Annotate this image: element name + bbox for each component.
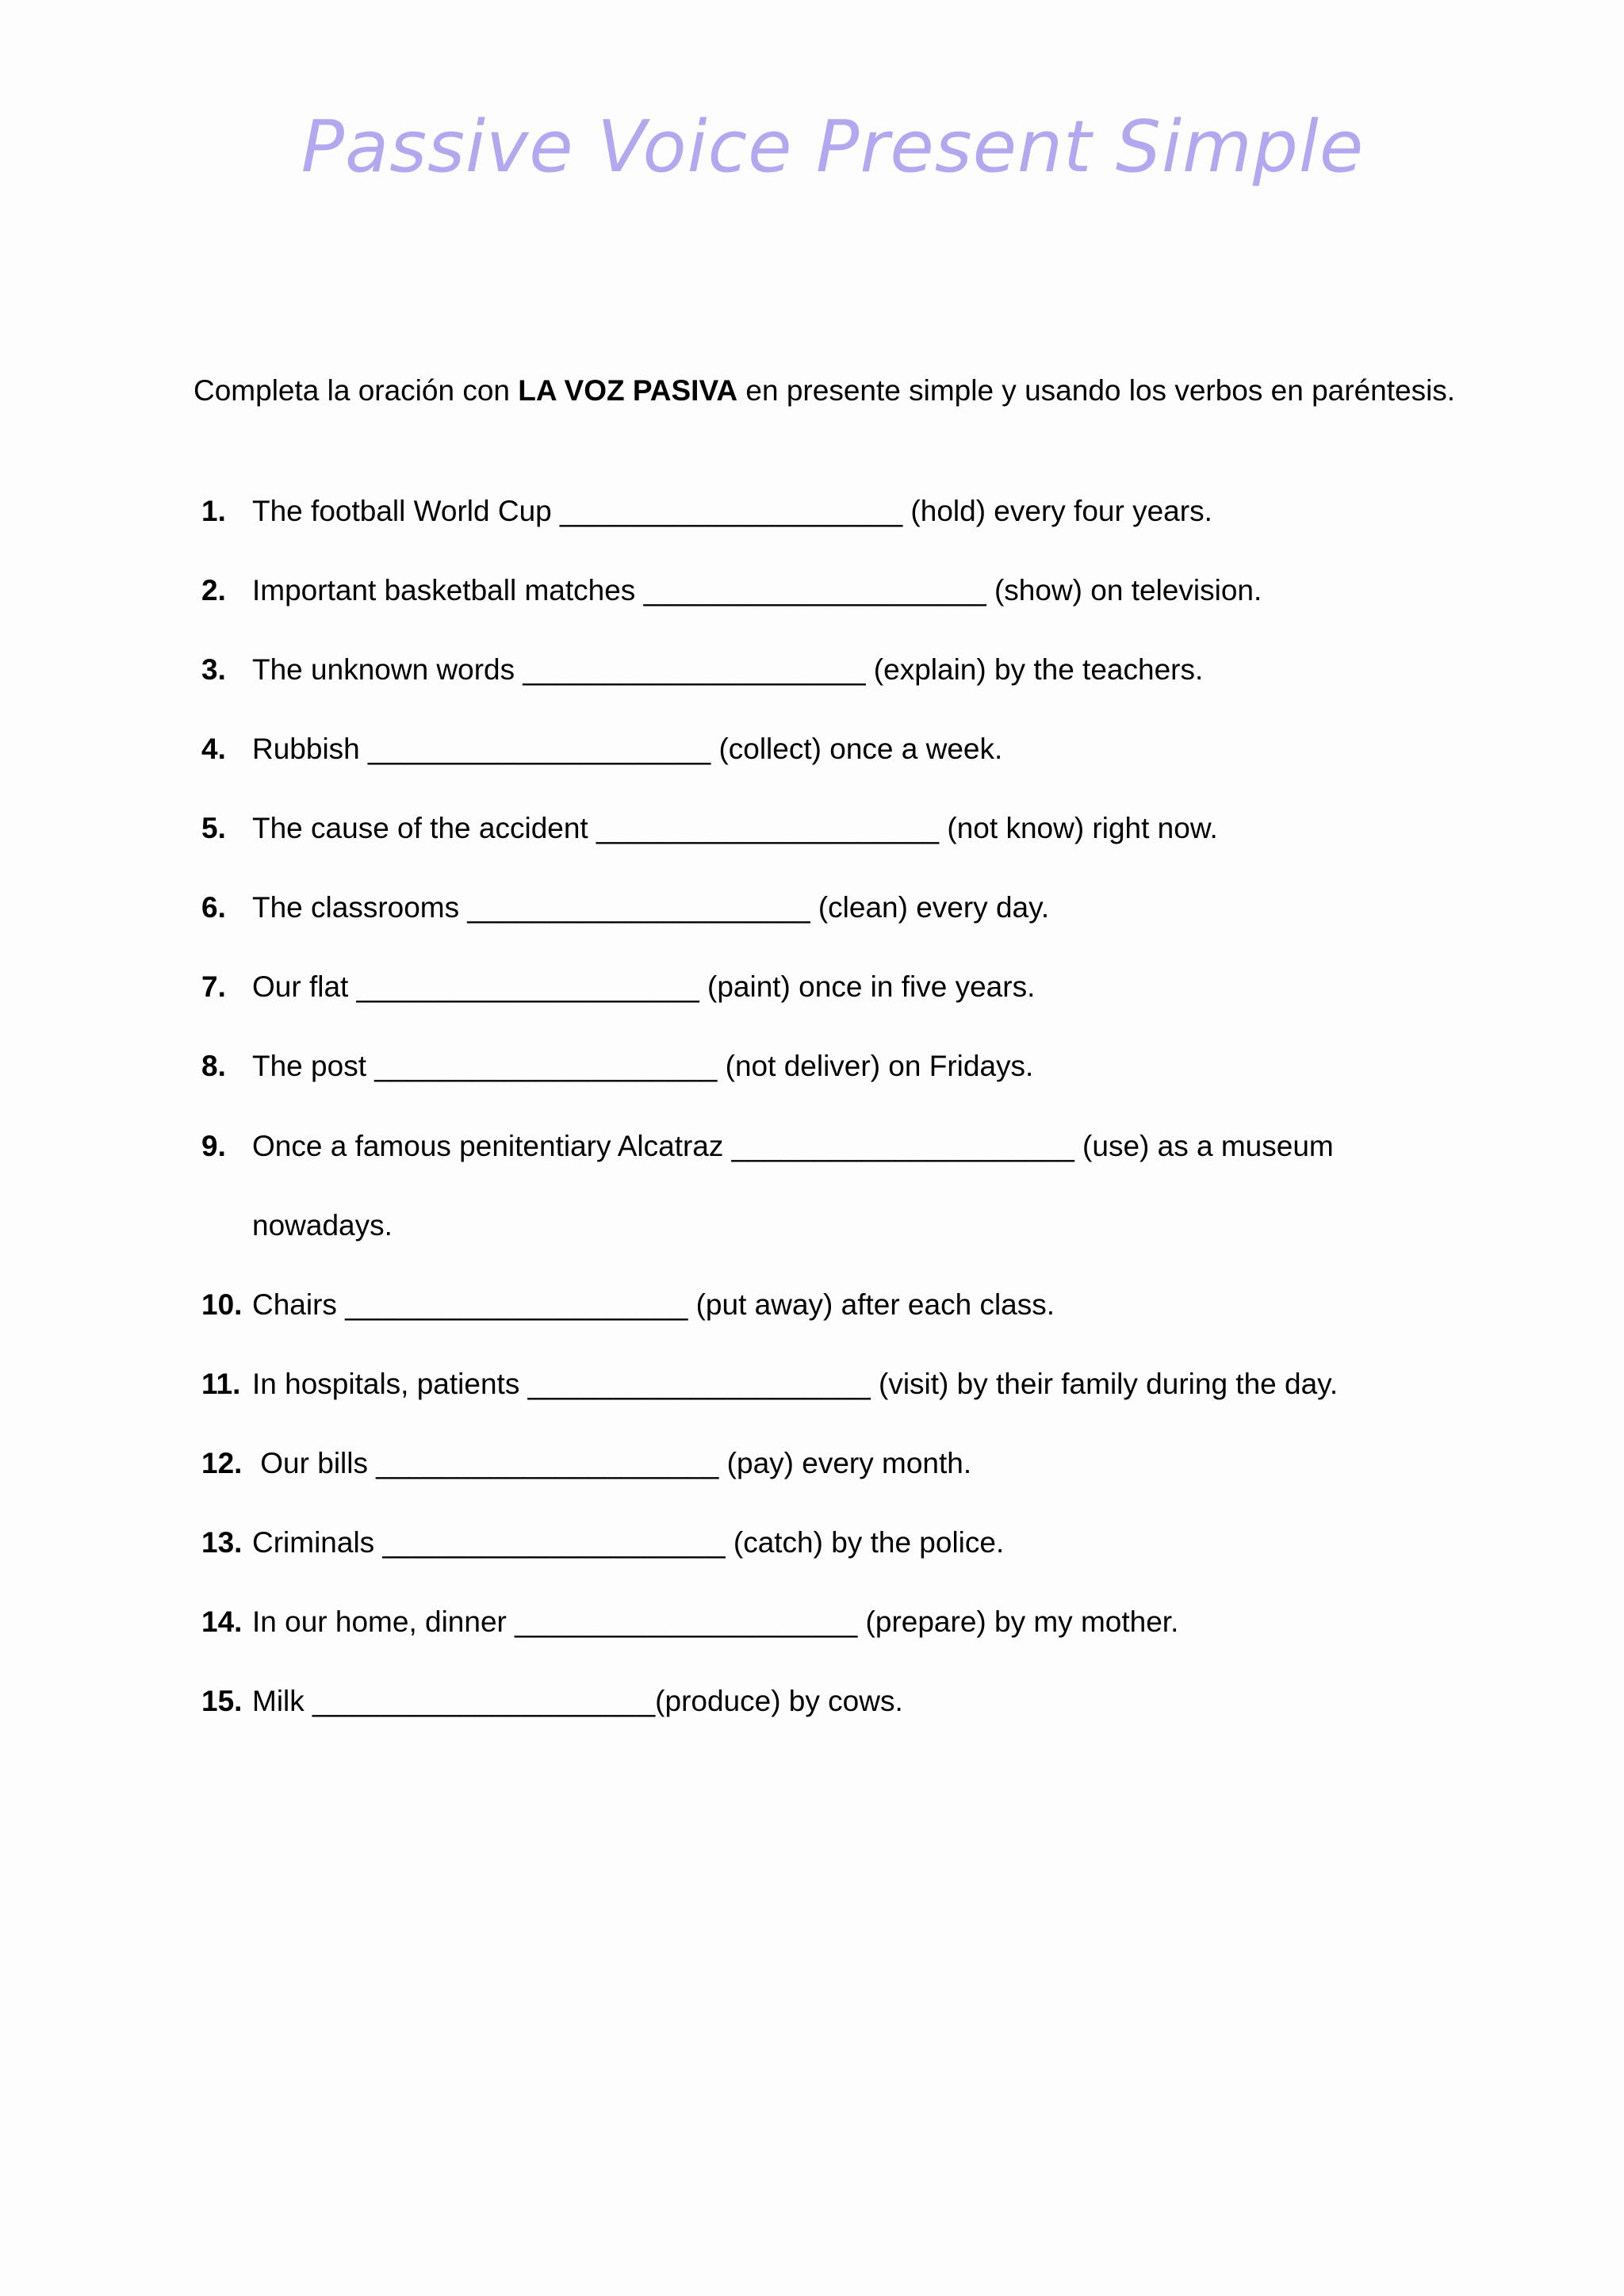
item-sentence: Our bills _____________________ (pay) every month. xyxy=(252,1447,972,1479)
item-number: 7. xyxy=(201,970,226,1003)
item-sentence: The classrooms _____________________ (clean) every day. xyxy=(252,891,1050,924)
exercise-item xyxy=(201,1523,1004,1563)
item-number: 2. xyxy=(201,574,226,607)
item-sentence: Our flat _____________________ (paint) once in five years. xyxy=(252,970,1036,1003)
item-sentence: Important basketball matches _____________________ (show) on television. xyxy=(252,574,1262,607)
item-number: 6. xyxy=(201,891,226,924)
item-number: 15. xyxy=(201,1685,243,1717)
instruction xyxy=(193,371,1455,411)
instruction-bold-text: LA VOZ PASIVA xyxy=(518,374,738,407)
exercise-item xyxy=(201,729,1002,769)
exercise-item xyxy=(201,492,1212,531)
item-number: 11. xyxy=(201,1368,241,1400)
exercise-item xyxy=(201,650,1203,690)
item-sentence: Chairs _____________________ (put away) after each class. xyxy=(252,1288,1055,1321)
item-number: 9. xyxy=(201,1130,226,1162)
item-sentence: The cause of the accident _____________________ (not know) right now. xyxy=(252,812,1218,844)
item-sentence: Criminals _____________________ (catch) by the police. xyxy=(252,1526,1005,1559)
exercise-item xyxy=(201,1285,1055,1325)
exercise-item xyxy=(201,888,1049,928)
item-number: 3. xyxy=(201,653,226,686)
item-number: 13. xyxy=(201,1526,243,1559)
item-number: 1. xyxy=(201,495,226,527)
item-number: 14. xyxy=(201,1605,243,1638)
item-sentence-continuation: nowadays. xyxy=(252,1209,393,1242)
page-title: Passive Voice Present Simple xyxy=(301,105,1365,189)
exercise-item xyxy=(201,1602,1178,1642)
item-sentence: Rubbish _____________________ (collect) once a week. xyxy=(252,733,1003,765)
item-sentence: The post _____________________ (not deliver) on Fridays. xyxy=(252,1050,1034,1082)
item-sentence: The football World Cup _____________________ (hold) every four years. xyxy=(252,495,1212,527)
exercise-item xyxy=(201,1682,903,1721)
item-number: 8. xyxy=(201,1050,226,1082)
item-number: 12. xyxy=(201,1447,243,1479)
exercise-item xyxy=(201,571,1262,610)
item-sentence: The unknown words _____________________ (explain) by the teachers. xyxy=(252,653,1204,686)
item-sentence: Once a famous penitentiary Alcatraz _____________________ (use) as a museum xyxy=(252,1130,1334,1162)
instruction-text-end: en presente simple y usando los verbos en paréntesis. xyxy=(737,374,1456,407)
item-number: 4. xyxy=(201,733,226,765)
exercise-item xyxy=(201,1444,971,1483)
exercise-item xyxy=(201,1364,1338,1404)
exercise-item xyxy=(201,967,1035,1007)
item-sentence: Milk _____________________(produce) by cows. xyxy=(252,1685,903,1717)
exercise-item xyxy=(201,809,1218,848)
item-sentence: In hospitals, patients _____________________ (visit) by their family during the day. xyxy=(252,1368,1339,1400)
item-number: 5. xyxy=(201,812,226,844)
item-sentence: In our home, dinner _____________________ (prepare) by my mother. xyxy=(252,1605,1179,1638)
exercise-item xyxy=(201,1127,1334,1166)
exercise-item xyxy=(201,1047,1033,1086)
instruction-text: Completa la oración con xyxy=(193,374,519,407)
item-number: 10. xyxy=(201,1288,243,1321)
